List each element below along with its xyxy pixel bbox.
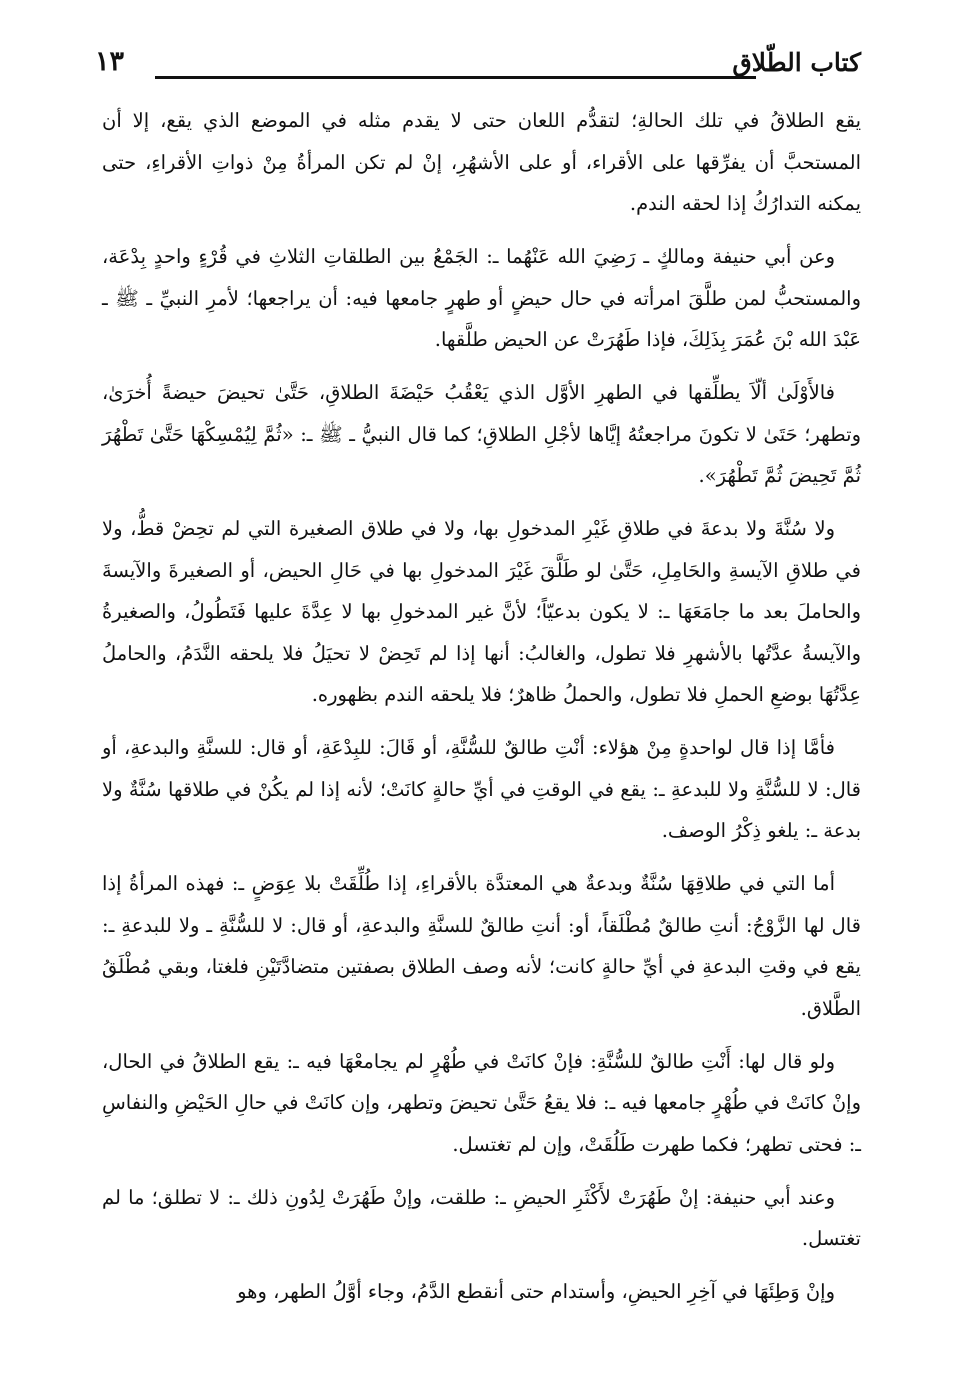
paragraph-4: ولا سُنَّةَ ولا بدعةَ في طلاقِ غَيْرِ المدخولِ بها، ولا في طلاق الصغيرة التي لم تحِضْ قطُّ، ولا في طلاقِ الآيسةِ والحَامِلِ، حَتَّىٰ لو طَلَّقَ غَيْرَ المدخولِ بها في حَالِ الحيض، أو الصغيرةَ والآيسةَ والحاملَ بعد ما جامَعَهَا ـ: لا يكون بدعيّاً؛ لأنَّ غير المدخولِ بها لا عِدَّةَ عليها فَتَطُولُ، والصغيرةُ والآيسةُ عدَّتُها بالأشهرِ فلا تطول، والغالبُ: أنها إذا لم تَحِضْ لا تحيَلُ فلا يلحقه النَّدَمُ، والحاملُ عِدَّتُهَا بوضعِ الحملِ فلا تطول، والحملُ ظاهرٌ؛ فلا يلحقه الندم بظهوره. xyxy=(102,517,861,706)
paragraph-2: وعن أبي حنيفة ومالكٍ ـ رَضِيَ الله عَنْهُما ـ: الجَمْعُ بين الطلقاتِ الثلاثِ في قُرْءٍ واحدٍ بِدْعَة، والمستحبُّ لمن طلَّقَ امرأته في حال حيضٍ أو طهرٍ جامعها فيه: أن يراجعها؛ لأمرِ النبيِّ ـ ﷺ ـ عَبْدَ الله بْنَ عُمَرَ بِذَلِكَ، فإذا طَهُرَتْ عن الحيض طلَّقها. xyxy=(102,245,861,351)
page-header xyxy=(95,38,861,92)
paragraph-7: ولو قال لها: أَنْتِ طالقٌ للسُّنَّةِ: فإنْ كانَتْ في طُهْرٍ لم يجامعْهَا فيه ـ: يقع الطلاقُ في الحال، وإنْ كانَتْ في طُهْرٍ جامعها فيه ـ: فلا يقعُ حَتَّىٰ تحيضَ وتطهر، وإن كانَتْ في حالِ الحَيْضِ والنفاسِ ـ: فحتى تطهر؛ فكما طهرت طَلُقَتْ، وإن لم تغتسل. xyxy=(102,1049,862,1156)
paragraph-1: يقع الطلاقُ في تلك الحالةِ؛ لتقدُّم اللعان حتى لا يقدم مثله في الموضع الذي يقع، إلا أن المستحبَّ أن يفرِّقها على الأقراء، أو على الأشهُرِ، إنْ لم تكن المرأةُ مِنْ ذواتِ الأقراءِ، حتى يمكنه التدارُكُ إذا لحقه الندم. xyxy=(102,109,861,215)
page-number: ١٣ xyxy=(95,46,125,77)
paragraph-9: وإنْ وَطِئَهَا في آخِرِ الحيضِ، وأستدام حتى أنقطع الدَّمُ، وجاء أوَّلُ الطهر، وهو xyxy=(237,1280,835,1303)
header-rule xyxy=(155,76,756,79)
paragraph-5: فأمَّا إذا قال لواحدةٍ مِنْ هؤلاء: أنْتِ طالقٌ للسُّنَّةِ، أو قَالَ: للبِدْعَةِ، أو قال: للسنَّةِ والبدعةِ، أو قال: لا للسُّنَّةِ ولا للبدعةِ ـ: يقع في الوقتِ في أيِّ حالةٍ كانَتْ؛ لأنه إذا لم يكُنْ في طلاقها سُنَّةٌ ولا بدعة ـ: يلغو ذِكْرُ الوصف. xyxy=(102,736,861,842)
body-text xyxy=(102,100,861,1324)
paragraph-6: أما التي في طلاقِهَا سُنَّةٌ وبدعةٌ هي المعتدَّة بالأقراءِ، إذا طُلِّقَتْ بلا عِوَضٍ ـ: فهذه المرأةُ إذا قال لها الزَّوْجُ: أنتِ طالقٌ مُطْلَقاً، أو: أنتِ طالقٌ للسنَّةِ والبدعةِ، أو قال: لا للسُّنَّةِ ـ ولا للبدعةِ ـ: يقع في وقتِ البدعةِ في أيِّ حالةٍ كانت؛ لأنه وصف الطلاق بصفتين متضادَّتَيْنِ فلغتا، وبقي مُطْلَقُ الطَّلاق. xyxy=(102,872,861,1020)
paragraph-3: فالأَوْلَىٰ ألّاَ يطلِّقها في الطهرِ الأوَّل الذي يَعْقُبُ حَيْضَةَ الطلاقِ، حَتَّىٰ تحيضَ حيضةً أُخرَىٰ، وتطهر؛ حَتَىٰ لا تكونَ مراجعتُهُ إيَّاها لأجْلِ الطلاقِ؛ كما قال النبيُّ ـ ﷺ ـ: «ثُمَّ لِيُمْسِكْهَا حَتَّىٰ تَطْهُرَ ثُمَّ تَحِيضَ ثُمَّ تَطْهُرَ». xyxy=(102,381,861,487)
running-title: كتاب الطّلاق xyxy=(732,48,861,77)
paragraph-8: وعند أبي حنيفة: إنْ طَهُرَتْ لأَكْثَرِ الحيضِ ـ: طلقت، وإنْ طَهُرَتْ لِدُونِ ذلك ـ: لا تطلق؛ ما لم تغتسل. xyxy=(102,1185,861,1250)
